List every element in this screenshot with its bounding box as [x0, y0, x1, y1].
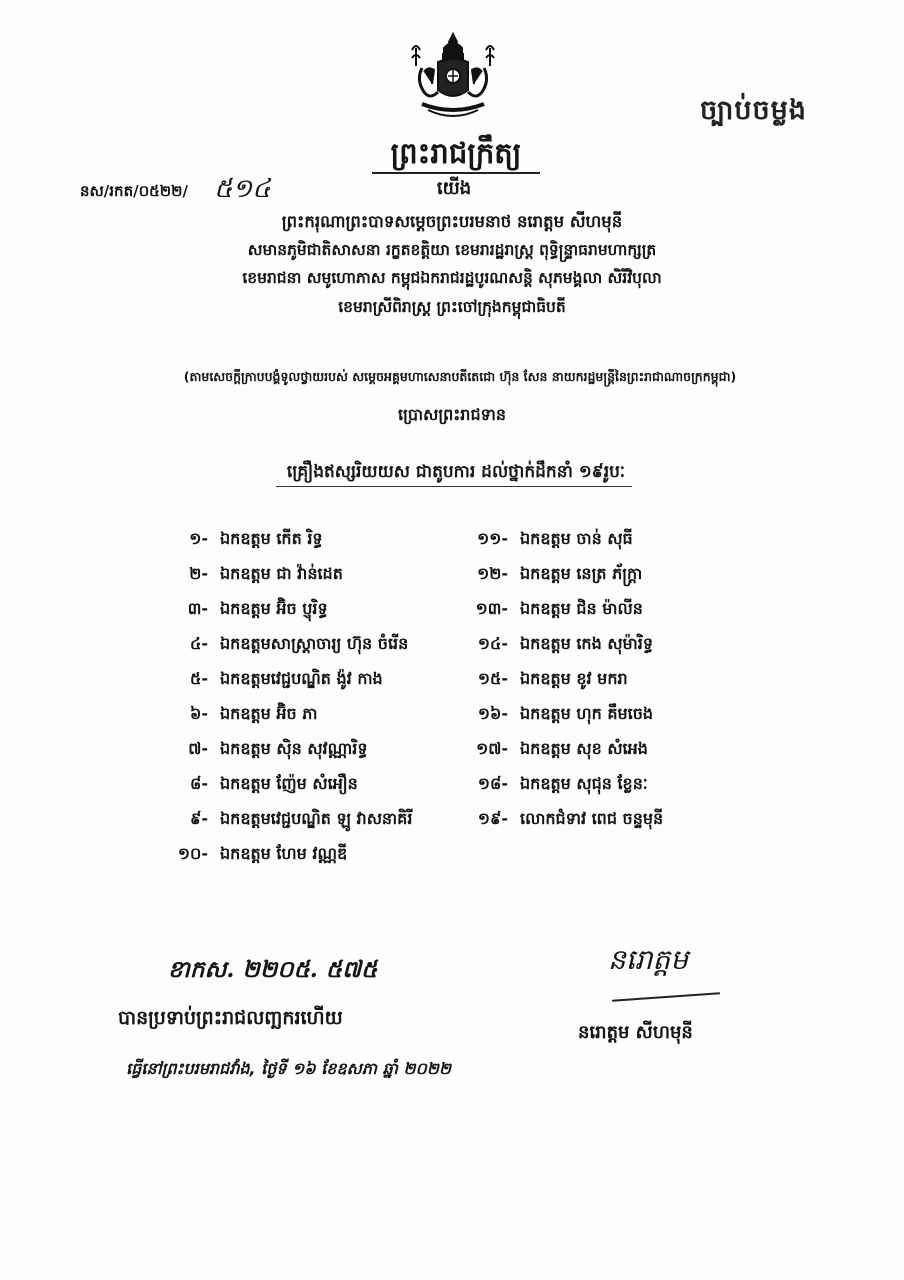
- recipient-item: [168, 528, 323, 552]
- recipient-name: ឯកឧត្តម ជិន ម៉ាលីន: [520, 599, 643, 618]
- decree-title: ព្រះរាជក្រឹត្យ: [390, 136, 522, 170]
- recipient-name: ឯកឧត្តម អ៊ិច ប្ញុរិទ្ធ: [220, 599, 328, 618]
- recipient-item: [168, 738, 367, 762]
- king-title-line: ខេមរាស្រីពិរាស្ត្រ ព្រះចៅក្រុងកម្ពុជាធិបតី: [338, 298, 566, 316]
- recipient-number: ១៨-: [477, 774, 508, 793]
- proposal-note: (តាមសេចក្តីក្រាបបង្គំទូលថ្វាយរបស់ សម្តេចអគ្គមហាសេនាបតីតេជោ ហ៊ុន សែន នាយករដ្ឋមន្ត្រីនៃព្រះរាជាណាចក្រកម្ពុជា): [183, 369, 737, 384]
- we-heading: យើង: [436, 178, 472, 199]
- recipient-name: ឯកឧត្តម កេង សុម៉ារិទ្ធ: [520, 634, 654, 653]
- recipient-item: [168, 633, 408, 657]
- copy-label: ច្បាប់ចម្លង: [700, 95, 807, 126]
- seal-reference: ខាកស. ២២០៥. ៥៧៥: [168, 956, 378, 983]
- recipient-item: [468, 528, 633, 552]
- recipient-number: ៧-: [188, 739, 208, 758]
- recipient-item: [468, 598, 643, 622]
- recipient-item: [468, 738, 648, 762]
- recipient-number: ៤-: [190, 634, 208, 653]
- king-title-line: ព្រះករុណាព្រះបាទសម្តេចព្រះបរមនាថ នរោត្តម សីហមុនី: [281, 212, 623, 231]
- recipient-item: [168, 808, 412, 832]
- recipient-item: [168, 598, 328, 622]
- recipient-name: ឯកឧត្តម ញ៉ែម សំអឿន: [220, 774, 358, 793]
- recipient-name: ឯកឧត្តម ហុក គឹមចេង: [520, 704, 654, 723]
- recipient-name: ឯកឧត្តម ខូវ មករា: [520, 669, 628, 688]
- recipient-name: ឯកឧត្តម ជា វ៉ាន់ដេត: [220, 564, 343, 583]
- award-heading: គ្រឿងឥស្សរិយយស ជាតូបការ ដល់ថ្នាក់ដឹកនាំ ១៩រូបៈ: [286, 462, 626, 482]
- king-title-line: ខេមរាជនា សមូហោភាស កម្ពុជឯករាជរដ្ឋបូរណសន្តិ សុភមង្គលា សិរីវិបុលា: [242, 269, 662, 287]
- recipient-name: ឯកឧត្តម នេត្រ ភ័ក្ត្រា: [520, 564, 643, 583]
- royal-seal-note: បានប្រទាប់ព្រះរាជលញ្ឆករហើយ: [118, 1007, 343, 1029]
- recipient-name: ឯកឧត្តម ហែម វណ្ណឌី: [220, 844, 348, 863]
- decree-reference-number: នស/រកត/០៥២២/: [80, 182, 188, 200]
- signature-line: [612, 992, 720, 1002]
- recipient-number: ១៤-: [477, 634, 508, 653]
- recipient-number: ១៣-: [475, 599, 508, 618]
- recipient-name: ឯកឧត្តម អ៊ិច ភា: [220, 704, 318, 723]
- recipient-number: ២-: [189, 564, 208, 583]
- recipient-item: [468, 808, 663, 832]
- recipient-name: ឯកឧត្តមសាស្ត្រាចារ្យ ហ៊ុន ចំរើន: [220, 634, 409, 653]
- recipient-name: ឯកឧត្តមវេជ្ជបណ្ឌិត ង៉ូវ កាង: [220, 669, 383, 688]
- recipient-name: ឯកឧត្តម ចាន់ សុធី: [520, 529, 633, 548]
- recipient-number: ១៥-: [477, 669, 508, 688]
- recipient-name: លោកជំទាវ ពេជ ចន្ទមុនី: [520, 809, 664, 828]
- place-and-date: ធ្វើនៅព្រះបរមរាជវាំង, ថ្ងៃទី ១៦ ខែឧសភា ឆ្នាំ ២០២២: [126, 1059, 452, 1078]
- recipient-item: [168, 563, 343, 587]
- recipient-name: ឯកឧត្តមវេជ្ជបណ្ឌិត ឡូ វាសនាគិរី: [220, 809, 413, 828]
- recipient-number: ១១-: [477, 529, 508, 548]
- recipient-number: ១៧-: [476, 739, 508, 758]
- recipient-number: ១-: [189, 529, 208, 548]
- recipient-item: [168, 703, 317, 727]
- recipient-item: [468, 633, 653, 657]
- recipient-number: ៨-: [190, 774, 208, 793]
- recipient-name: ឯកឧត្តម កើត រិទ្ធ: [220, 529, 323, 548]
- recipient-item: [468, 563, 642, 587]
- recipient-item: [168, 773, 358, 797]
- recipient-number: ៩-: [190, 809, 208, 828]
- recipient-name: ឯកឧត្តម ស៊ិន សុវណ្ណារិទ្ធ: [220, 739, 368, 758]
- recipient-number: ៣-: [187, 599, 208, 618]
- king-title-line: សមានភូមិជាតិសាសនា រក្ខតខត្តិយា ខេមរារដ្ឋរាស្ត្រ ពុទ្ធិន្ទ្រាធរាមហាក្សត្រ: [247, 241, 657, 259]
- recipient-name: ឯកឧត្តម សុជុន ខ្លែនៈ: [520, 774, 648, 793]
- royal-signature: នរោត្តម: [608, 943, 688, 976]
- king-name: នរោត្តម សីហមុនី: [578, 1022, 693, 1043]
- recipient-item: [468, 773, 648, 797]
- recipient-item: [168, 668, 383, 692]
- hereby-grant: ប្រោសព្រះរាជទាន: [398, 405, 506, 424]
- recipient-number: ១២-: [477, 564, 508, 583]
- recipient-item: [468, 703, 653, 727]
- recipient-number: ១៦-: [477, 704, 508, 723]
- recipient-number: ៥-: [190, 669, 208, 688]
- award-underline: [276, 486, 632, 487]
- recipient-number: ១០-: [177, 844, 208, 863]
- recipient-number: ៦-: [190, 704, 208, 723]
- decree-reference-handwritten: ៥១៤: [214, 174, 271, 204]
- title-underline: [372, 172, 540, 174]
- recipient-name: ឯកឧត្តម សុខ សំអេង: [520, 739, 648, 758]
- royal-arms-icon: [402, 32, 504, 124]
- recipient-item: [468, 668, 628, 692]
- recipient-number: ១៩-: [477, 809, 508, 828]
- recipient-item: [138, 843, 347, 867]
